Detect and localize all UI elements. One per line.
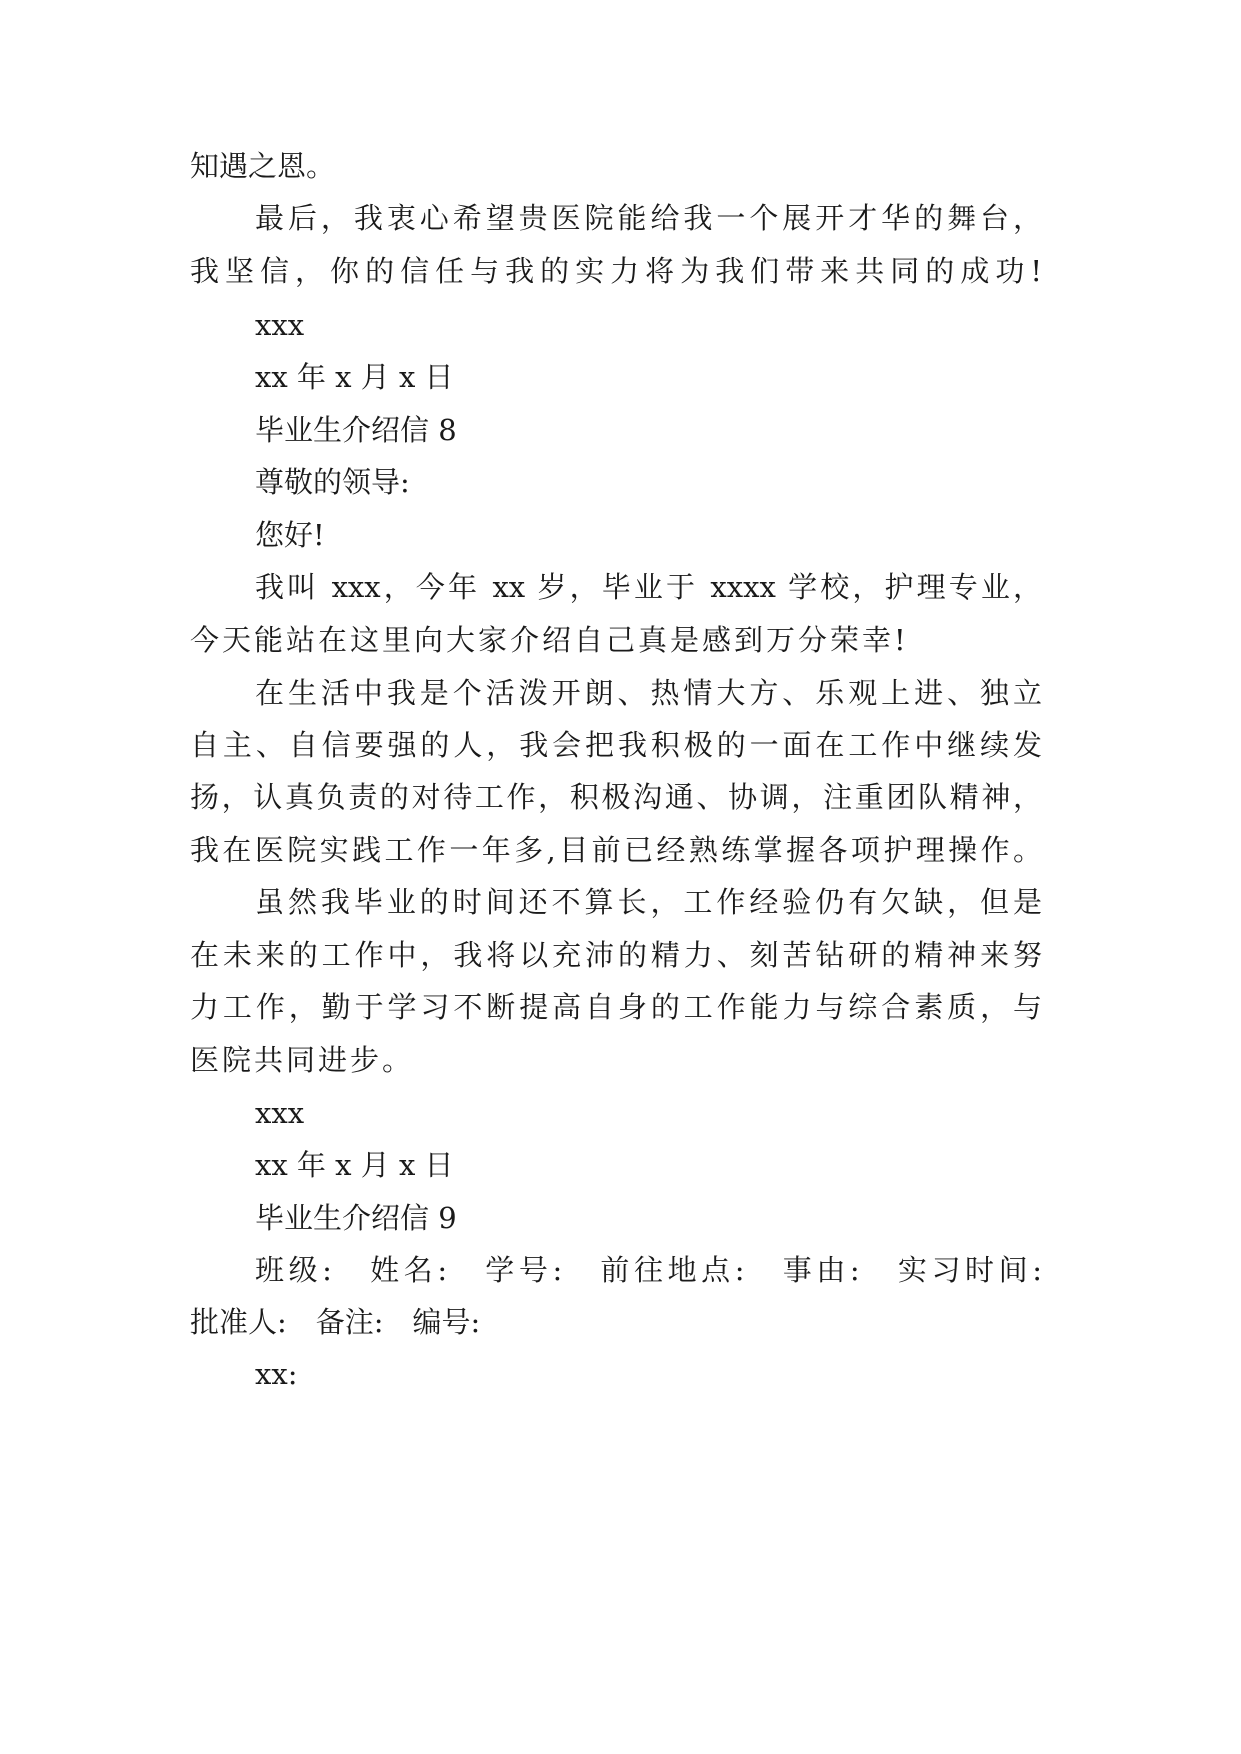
paragraph-line: 我坚信，你的信任与我的实力将为我们带来共同的成功! [190, 254, 1042, 288]
paragraph-line: 最后，我衷心希望贵医院能给我一个展开才华的舞台， [255, 201, 1042, 235]
paragraph-line: 扬，认真负责的对待工作，积极沟通、协调，注重团队精神， [190, 780, 1042, 814]
section-heading: 毕业生介绍信 9 [255, 1201, 457, 1235]
paragraph-line: 我在医院实践工作一年多,目前已经熟练掌握各项护理操作。 [190, 833, 1042, 867]
paragraph-line: 在未来的工作中，我将以充沛的精力、刻苦钻研的精神来努 [190, 938, 1042, 972]
paragraph-line: 医院共同进步。 [190, 1043, 415, 1077]
form-field: xx: [255, 1357, 298, 1391]
section-heading: 毕业生介绍信 8 [255, 413, 457, 447]
form-fields-line: 批准人: 备注: 编号: [190, 1305, 481, 1339]
paragraph-line: 自主、自信要强的人，我会把我积极的一面在工作中继续发 [190, 728, 1042, 762]
paragraph-line: 在生活中我是个活泼开朗、热情大方、乐观上进、独立 [255, 676, 1042, 710]
paragraph-line: 知遇之恩。 [190, 149, 336, 183]
signature-name: xxx [255, 1096, 305, 1130]
signature-date: xx 年 x 月 x 日 [255, 1148, 454, 1182]
paragraph-line: 力工作，勤于学习不断提高自身的工作能力与综合素质，与 [190, 990, 1042, 1024]
signature-date: xx 年 x 月 x 日 [255, 360, 454, 394]
paragraph-line: 虽然我毕业的时间还不算长，工作经验仍有欠缺，但是 [255, 885, 1042, 919]
form-fields-line: 班级: 姓名: 学号: 前往地点: 事由: 实习时间: [255, 1253, 1042, 1287]
salutation: 尊敬的领导: [255, 465, 410, 499]
paragraph-line: 我叫 xxx，今年 xx 岁，毕业于 xxxx 学校，护理专业， [255, 570, 1042, 604]
signature-name: xxx [255, 308, 305, 342]
greeting: 您好! [255, 518, 325, 552]
paragraph-line: 今天能站在这里向大家介绍自己真是感到万分荣幸! [190, 623, 909, 657]
